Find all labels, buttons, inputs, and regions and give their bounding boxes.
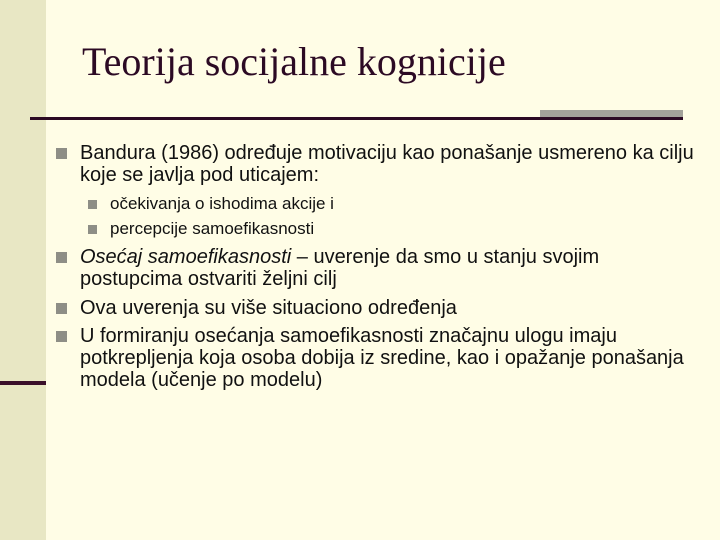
bullet-square-icon xyxy=(88,225,97,234)
bullet-item xyxy=(56,142,696,186)
bullet-square-icon xyxy=(88,200,97,209)
bullet-text: Ova uverenja su više situaciono određenja xyxy=(80,297,457,319)
sub-bullet-text: percepcije samoefikasnosti xyxy=(110,219,315,238)
bullet-square-icon xyxy=(56,331,67,342)
bullet-text xyxy=(80,246,696,290)
slide-title: Teorija socijalne kognicije xyxy=(82,39,506,84)
bullet-square-icon xyxy=(56,148,67,159)
sub-bullet-item xyxy=(88,219,688,239)
sub-bullet-text: očekivanja o ishodima akcije i xyxy=(110,194,334,213)
bullet-square-icon xyxy=(56,252,67,263)
bullet-square-icon xyxy=(56,303,67,314)
bullet-text-rest: – uverenje da smo u stanju svojim postupcima ostvariti željni cilj xyxy=(80,246,600,290)
bullet-emphasis: Osećaj samoefikasnosti xyxy=(80,246,292,268)
sub-bullet-item xyxy=(88,194,688,214)
bullet-text: Bandura (1986) određuje motivaciju kao ponašanje usmereno ka cilju koje se javlja pod uticajem: xyxy=(80,142,694,186)
bullet-item xyxy=(56,325,696,391)
bullet-item xyxy=(56,297,696,319)
bullet-item xyxy=(56,246,696,290)
bullet-text: U formiranju osećanja samoefikasnosti značajnu ulogu imaju potkrepljenja koja osoba dobija iz sredine, kao i opažanje ponašanja modela (učenje po modelu) xyxy=(80,325,684,391)
